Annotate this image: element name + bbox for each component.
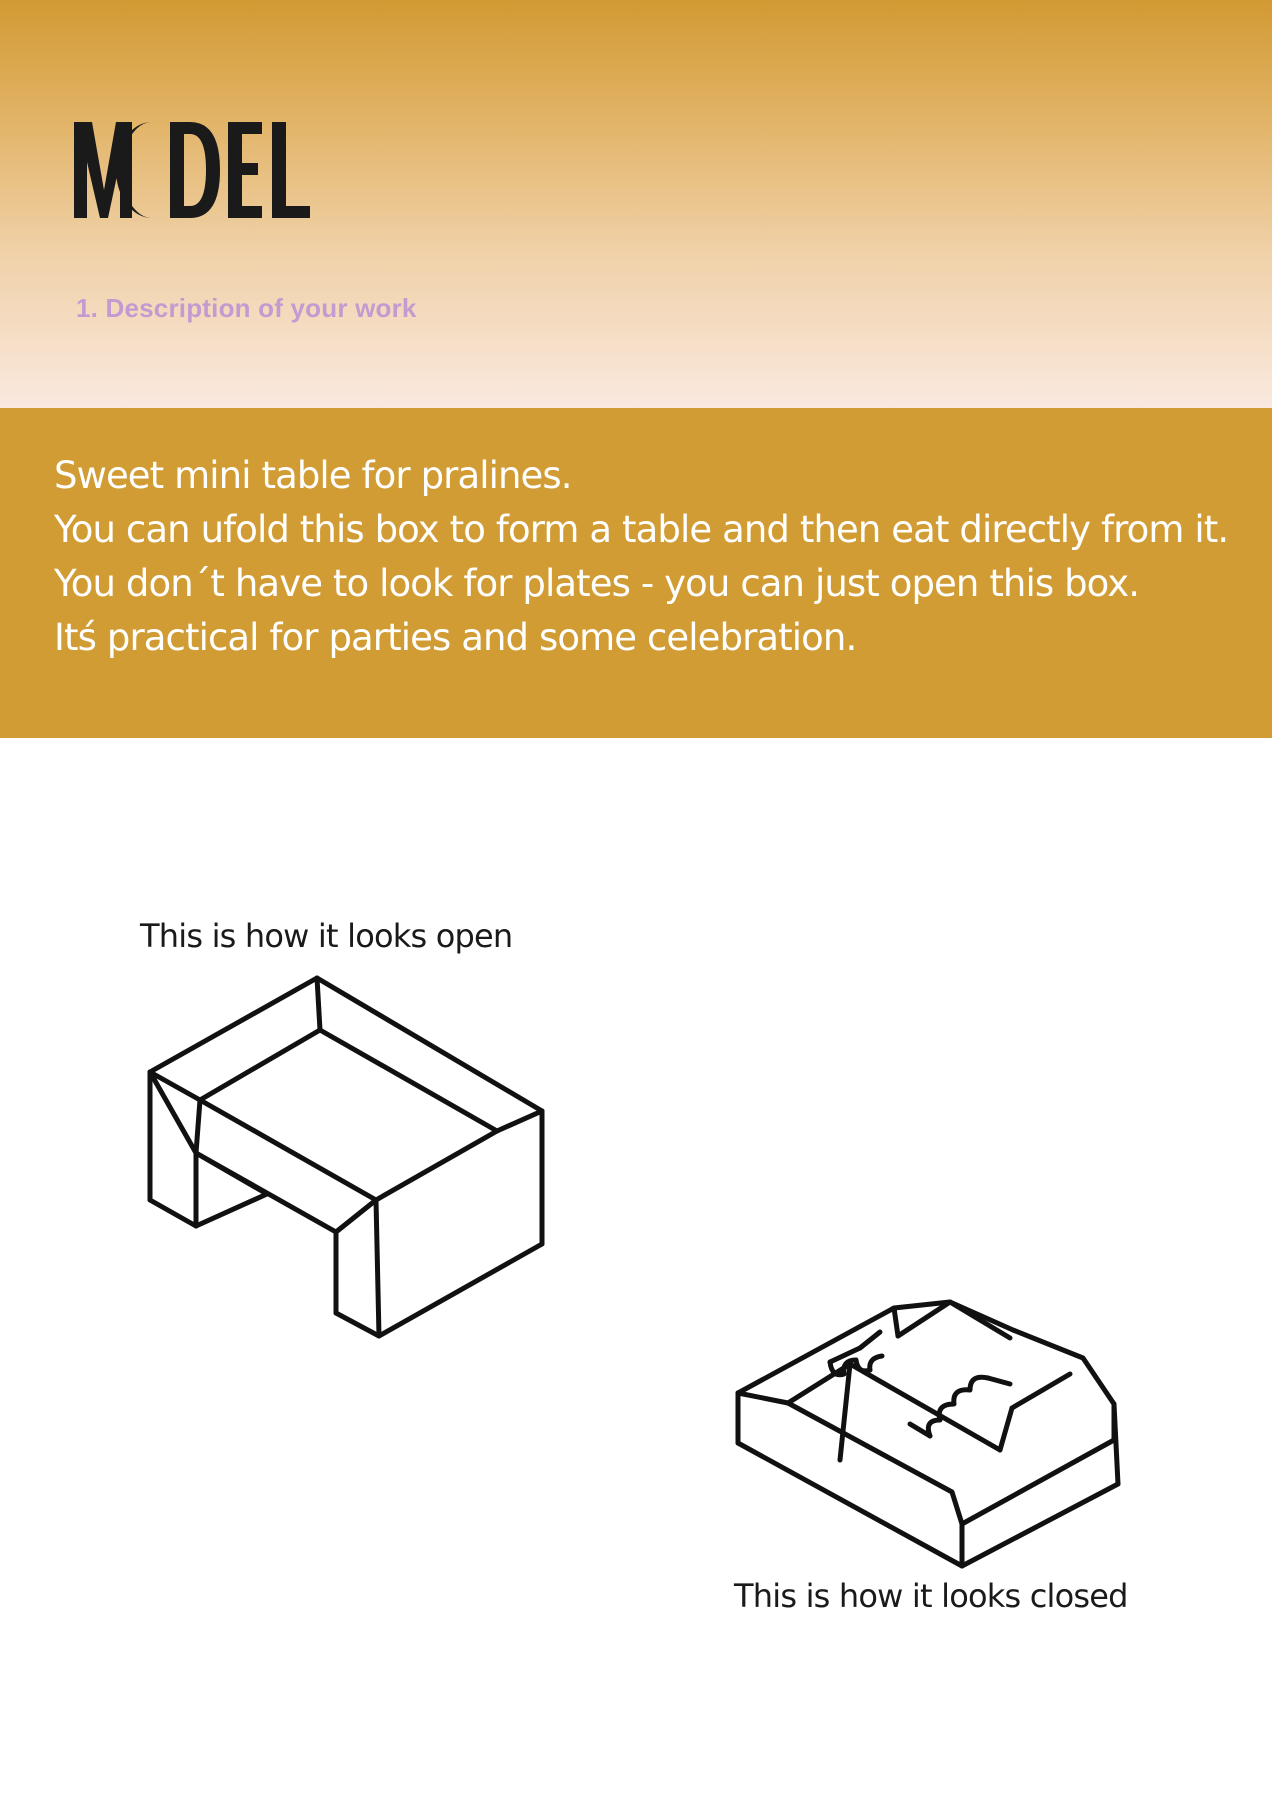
description-line: Itś practical for parties and some celebration.	[54, 616, 857, 659]
header-gradient	[0, 0, 1272, 408]
model-logo	[74, 118, 314, 224]
description-text	[54, 449, 1254, 665]
open-box-caption: This is how it looks open	[140, 917, 513, 955]
logo-letter-e	[228, 122, 262, 218]
closed-box-drawing	[730, 1288, 1130, 1578]
logo-letter-m	[74, 122, 132, 218]
logo-letter-l	[272, 122, 310, 218]
section-title: 1. Description of your work	[76, 293, 417, 323]
description-line: You can ufold this box to form a table and then eat directly from it.	[54, 508, 1229, 551]
open-box-drawing	[140, 968, 550, 1348]
description-line: Sweet mini table for pralines.	[54, 454, 572, 497]
description-line: You don´t have to look for plates - you can just open this box.	[54, 562, 1140, 605]
closed-box-caption: This is how it looks closed	[734, 1577, 1128, 1615]
logo-letter-d	[170, 122, 220, 218]
